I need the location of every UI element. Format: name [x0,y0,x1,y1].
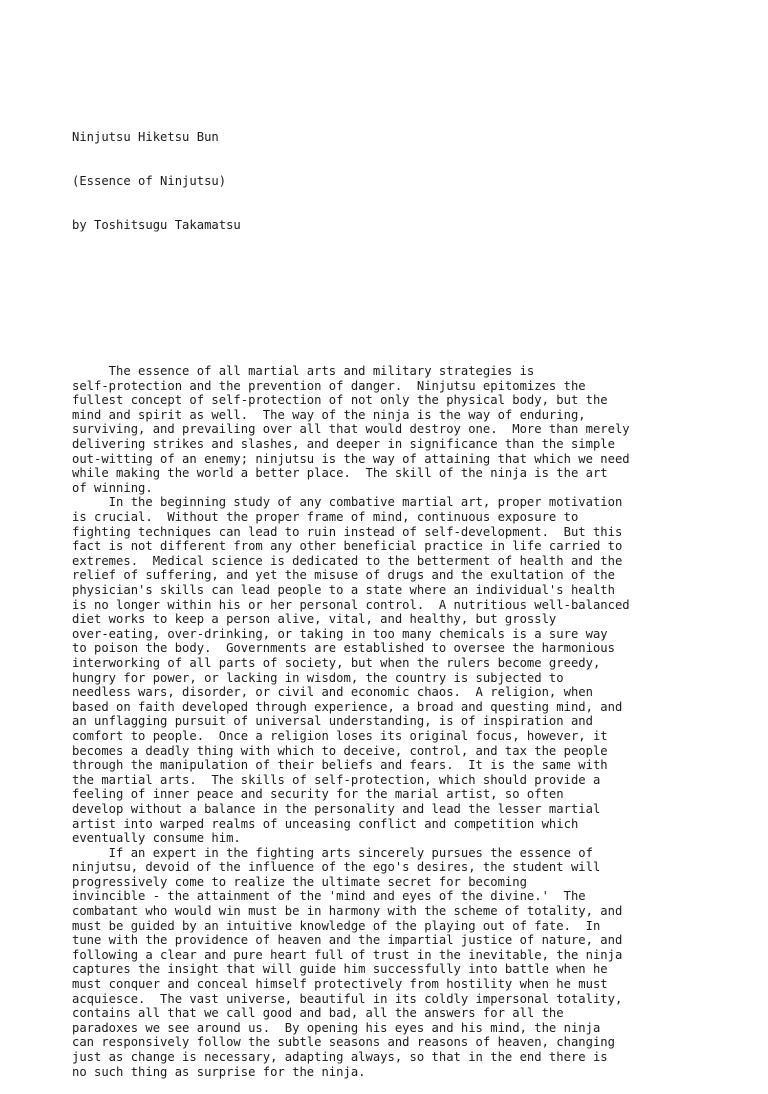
text-line: while making the world a better place. The skill of the ninja is the art [72,466,608,481]
document-title: Ninjutsu Hiketsu Bun [72,130,219,145]
text-line: In the beginning study of any combative martial art, proper motivation [72,495,623,510]
text-line: is crucial. Without the proper frame of mind, continuous exposure to [72,510,579,525]
document-page [72,72,732,1094]
text-line: of winning. [72,480,153,495]
text-line: relief of suffering, and yet the misuse of drugs and the exultation of the [72,568,615,583]
text-line: must be guided by an intuitive knowledge of the playing out of fate. In [72,918,601,933]
text-line: the martial arts. The skills of self-protection, which should provide a [72,772,601,787]
text-line: tune with the providence of heaven and the impartial justice of nature, and [72,933,623,948]
text-line: is no longer within his or her personal control. A nutritious well-balanced [72,597,630,612]
text-line: acquiesce. The vast universe, beautiful in its coldly impersonal totality, [72,991,623,1006]
text-line: develop without a balance in the personality and lead the lesser martial [72,801,601,816]
text-line: ninjutsu, devoid of the influence of the ego's desires, the student will [72,860,601,875]
text-line: an unflagging pursuit of universal understanding, is of inspiration and [72,714,593,729]
paragraph [72,846,732,1080]
text-line: surviving, and prevailing over all that would destroy one. More than merely [72,422,630,437]
text-line: progressively come to realize the ultimate secret for becoming [72,874,527,889]
text-line: captures the insight that will guide him successfully into battle when he [72,962,608,977]
text-line: The essence of all martial arts and military strategies is [72,364,535,379]
text-line: feeling of inner peace and security for the marial artist, so often [72,787,564,802]
text-line: fullest concept of self-protection of not only the physical body, but the [72,393,608,408]
text-line: based on faith developed through experience, a broad and questing mind, and [72,699,623,714]
text-line: just as change is necessary, adapting always, so that in the end there is [72,1050,608,1064]
text-line: through the manipulation of their beliefs and fears. It is the same with [72,758,608,773]
text-line: eventually consume him. [72,831,241,846]
text-line: If an expert in the fighting arts sincerely pursues the essence of [72,845,593,860]
text-line: paradoxes we see around us. By opening his eyes and his mind, the ninja [72,1020,601,1035]
text-line: fighting techniques can lead to ruin instead of self-development. But this [72,524,623,539]
title-block [72,101,732,262]
text-line: comfort to people. Once a religion loses its original focus, however, it [72,728,608,743]
document-author: by Toshitsugu Takamatsu [72,217,241,232]
text-line: can responsively follow the subtle seasons and reasons of heaven, changing [72,1035,615,1050]
body-text [72,364,732,1079]
text-line: combatant who would win must be in harmony with the scheme of totality, and [72,904,623,919]
document-subtitle: (Essence of Ninjutsu) [72,174,227,189]
text-line: extremes. Medical science is dedicated to the betterment of health and the [72,553,623,568]
text-line: invincible - the attainment of the 'mind and eyes of the divine.' The [72,889,586,904]
text-line: becomes a deadly thing with which to deceive, control, and tax the people [72,743,608,758]
text-line: hungry for power, or lacking in wisdom, the country is subjected to [72,670,564,685]
text-line: over-eating, over-drinking, or taking in too many chemicals is a sure way [72,626,608,641]
text-line: needless wars, disorder, or civil and economic chaos. A religion, when [72,685,593,700]
text-line: fact is not different from any other beneficial practice in life carried to [72,539,623,554]
text-line: diet works to keep a person alive, vital, and healthy, but grossly [72,612,557,627]
text-line: delivering strikes and slashes, and deeper in significance than the simple [72,437,615,452]
title-spacer [72,291,732,335]
text-line: contains all that we call good and bad, all the answers for all the [72,1006,564,1021]
text-line: out-witting of an enemy; ninjutsu is the way of attaining that which we need [72,451,630,466]
text-line: physician's skills can lead people to a state where an individual's health [72,583,615,597]
text-line: self-protection and the prevention of danger. Ninjutsu epitomizes the [72,378,586,393]
paragraph [72,495,732,845]
paragraph [72,364,732,495]
text-line: no such thing as surprise for the ninja. [72,1064,366,1079]
text-line: mind and spirit as well. The way of the ninja is the way of enduring, [72,407,586,422]
text-line: interworking of all parts of society, but when the rulers become greedy, [72,655,601,670]
text-line: following a clear and pure heart full of trust in the inevitable, the ninja [72,947,623,962]
text-line: artist into warped realms of unceasing conflict and competition which [72,816,579,831]
text-line: to poison the body. Governments are established to oversee the harmonious [72,641,615,656]
text-line: must conquer and conceal himself protectively from hostility when he must [72,977,608,992]
